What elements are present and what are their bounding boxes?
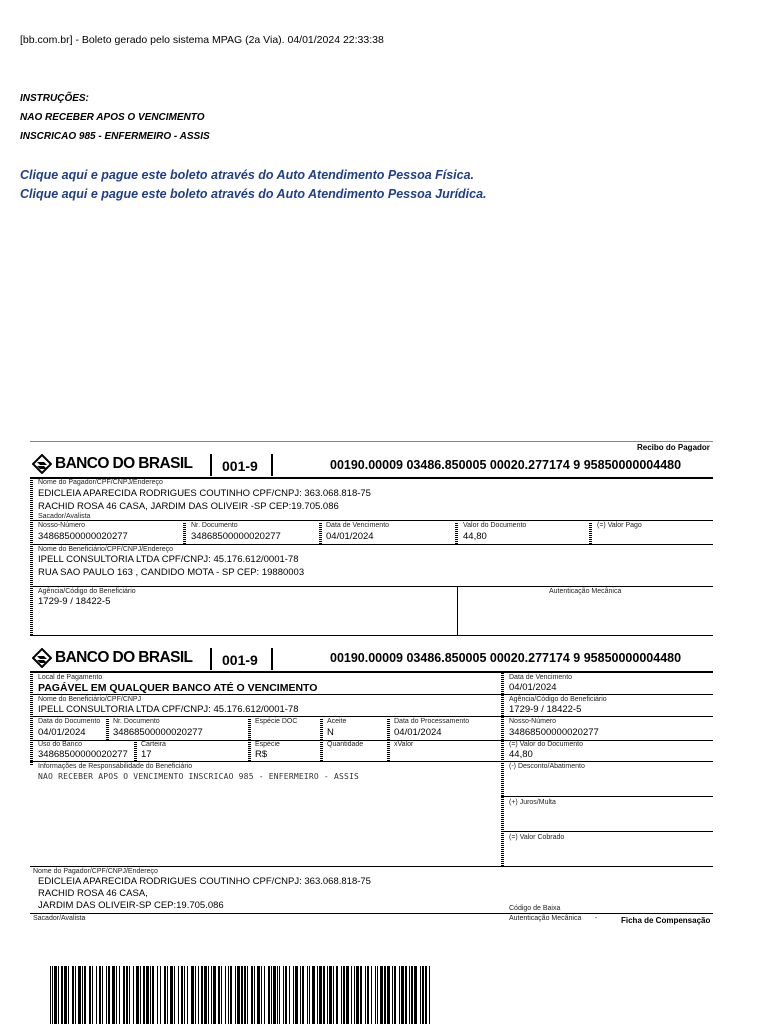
bank-code: 001-9 bbox=[222, 458, 258, 474]
rule bbox=[501, 796, 713, 797]
slip-juros-label: (+) Juros/Multa bbox=[509, 799, 556, 806]
slip-data-processamento: 04/01/2024 bbox=[394, 727, 442, 738]
receipt-sacador-label: Sacador/Avalista bbox=[38, 513, 91, 520]
slip-especie-doc-label: Espécie DOC bbox=[255, 718, 298, 725]
receipt-vencimento-label: Data de Vencimento bbox=[326, 522, 390, 529]
slip-data-documento: 04/01/2024 bbox=[38, 727, 86, 738]
rule bbox=[30, 740, 713, 741]
rule bbox=[30, 520, 713, 521]
bank-logo-slip bbox=[32, 648, 192, 668]
pay-link-pessoa-fisica[interactable]: Clique aqui e pague este boleto através do Auto Atendimento Pessoa Física. bbox=[20, 168, 475, 182]
slip-local-label: Local de Pagamento bbox=[38, 674, 103, 681]
slip-nosso-numero-label: Nosso-Número bbox=[509, 718, 557, 725]
rule bbox=[501, 831, 713, 832]
divider bbox=[210, 648, 212, 670]
slip-autenticacao-label: Autenticação Mecânica bbox=[509, 915, 582, 922]
slip-payer-line1: EDICLEIA APARECIDA RODRIGUES COUTINHO CPF/CNPJ: 363.068.818-75 bbox=[38, 876, 371, 887]
slip-nr-documento: 34868500000020277 bbox=[113, 727, 203, 738]
barcode-segment bbox=[429, 966, 430, 1024]
hatch bbox=[589, 522, 592, 544]
receipt-nr-documento-label: Nr. Documento bbox=[191, 522, 238, 529]
receipt-valor: 44,80 bbox=[463, 531, 487, 542]
receipt-payer-line1: EDICLEIA APARECIDA RODRIGUES COUTINHO CPF/CNPJ: 363.068.818-75 bbox=[38, 488, 371, 499]
slip-desconto-label: (-) Desconto/Abatimento bbox=[509, 763, 585, 770]
rule bbox=[30, 761, 713, 762]
slip-uso-banco-label: Uso do Banco bbox=[38, 741, 82, 748]
receipt-vencimento: 04/01/2024 bbox=[326, 531, 374, 542]
receipt-valor-pago-label: (=) Valor Pago bbox=[597, 522, 642, 529]
slip-xvalor-label: xValor bbox=[394, 741, 414, 748]
slip-valor: 44,80 bbox=[509, 749, 533, 760]
slip-cobrado-label: (=) Valor Cobrado bbox=[509, 834, 565, 841]
divider bbox=[271, 454, 273, 476]
hatch bbox=[387, 718, 390, 740]
bank-code: 001-9 bbox=[222, 652, 258, 668]
receipt-payer-label: Nome do Pagador/CPF/CNPJ/Endereço bbox=[38, 479, 163, 486]
receipt-beneficiario-line2: RUA SAO PAULO 163 , CANDIDO MOTA - SP CEP: 19880003 bbox=[38, 567, 305, 578]
slip-codigo-baixa-label: Código de Baixa bbox=[509, 905, 561, 912]
slip-vencimento-label: Data de Vencimento bbox=[509, 674, 573, 681]
hatch bbox=[248, 718, 251, 740]
slip-agencia-label: Agência/Código do Beneficiário bbox=[509, 696, 607, 703]
receipt-agencia-label: Agência/Código do Beneficiário bbox=[38, 588, 136, 595]
slip-hatch-left bbox=[30, 673, 33, 765]
slip-local: PAGÁVEL EM QUALQUER BANCO ATÉ O VENCIMENTO bbox=[38, 682, 318, 694]
rule bbox=[30, 586, 713, 587]
digitable-line[interactable]: 00190.00009 03486.850005 00020.277174 9 95850000004480 bbox=[330, 458, 682, 472]
receipt-agencia: 1729-9 / 18422-5 bbox=[38, 596, 111, 607]
slip-data-documento-label: Data do Documento bbox=[38, 718, 101, 725]
hatch bbox=[455, 522, 458, 544]
bank-name: BANCO DO BRASIL bbox=[55, 649, 193, 666]
instruction-line-1: NAO RECEBER APOS O VENCIMENTO bbox=[20, 112, 205, 123]
receipt-hatch-left bbox=[30, 479, 33, 635]
slip-quantidade-label: Quantidade bbox=[327, 741, 364, 748]
pay-link-pessoa-juridica[interactable]: Clique aqui e pague este boleto através do Auto Atendimento Pessoa Jurídica. bbox=[20, 187, 487, 201]
receipt-autenticacao-label: Autenticação Mecânica bbox=[549, 588, 622, 595]
digitable-line[interactable]: 00190.00009 03486.850005 00020.277174 9 95850000004480 bbox=[330, 651, 682, 665]
slip-data-processamento-label: Data do Processamento bbox=[394, 718, 470, 725]
slip-beneficiario-label: Nome do Beneficiário/CPF/CNPJ bbox=[38, 696, 142, 703]
rule bbox=[30, 716, 713, 717]
receipt-nr-documento: 34868500000020277 bbox=[191, 531, 281, 542]
barcode bbox=[50, 966, 435, 1024]
slip-nr-documento-label: Nr. Documento bbox=[113, 718, 160, 725]
slip-info: NAO RECEBER APOS O VENCIMENTO INSCRICAO 985 - ENFERMEIRO - ASSIS bbox=[38, 772, 360, 781]
slip-especie-label: Espécie bbox=[255, 741, 280, 748]
slip-beneficiario: IPELL CONSULTORIA LTDA CPF/CNPJ: 45.176.612/0001-78 bbox=[38, 704, 299, 715]
receipt-top-rule bbox=[30, 441, 713, 442]
slip-info-label: Informações de Responsabilidade do Beneficiário bbox=[38, 763, 193, 770]
slip-hatch-right bbox=[501, 673, 504, 866]
receipt-title: Recibo do Pagador bbox=[637, 443, 710, 452]
slip-payer-label: Nome do Pagador/CPF/CNPJ/Endereço bbox=[33, 868, 158, 875]
hatch bbox=[387, 741, 390, 761]
slip-sacador-label: Sacador/Avalista bbox=[33, 915, 86, 922]
instructions-title: INSTRUÇÕES: bbox=[20, 93, 89, 104]
receipt-payer-line2: RACHID ROSA 46 CASA, JARDIM DAS OLIVEIR -SP CEP:19.705.086 bbox=[38, 501, 339, 512]
slip-uso-banco: 34868500000020277 bbox=[38, 749, 128, 760]
bank-logo-receipt bbox=[32, 454, 192, 474]
slip-carteira: 17 bbox=[141, 749, 152, 760]
rule bbox=[30, 694, 713, 695]
slip-payer-line3: JARDIM DAS OLIVEIR-SP CEP:19.705.086 bbox=[38, 900, 224, 911]
receipt-nosso-numero: 34868500000020277 bbox=[38, 531, 128, 542]
receipt-beneficiario-line1: IPELL CONSULTORIA LTDA CPF/CNPJ: 45.176.612/0001-78 bbox=[38, 554, 299, 565]
slip-payer-line2: RACHID ROSA 46 CASA, bbox=[38, 888, 148, 899]
slip-carteira-label: Carteira bbox=[141, 741, 166, 748]
rule bbox=[30, 635, 713, 636]
slip-valor-label: (=) Valor do Documento bbox=[509, 741, 583, 748]
slip-dash: - bbox=[595, 915, 598, 922]
hatch bbox=[183, 522, 186, 544]
receipt-beneficiario-label: Nome do Beneficiário/CPF/CNPJ/Endereço bbox=[38, 546, 174, 553]
instruction-line-2: INSCRICAO 985 - ENFERMEIRO - ASSIS bbox=[20, 131, 210, 142]
rule bbox=[30, 544, 713, 545]
slip-vencimento: 04/01/2024 bbox=[509, 682, 557, 693]
hatch bbox=[319, 522, 322, 544]
slip-aceite: N bbox=[327, 727, 334, 738]
hatch bbox=[320, 718, 323, 740]
slip-especie: R$ bbox=[255, 749, 268, 760]
rule bbox=[30, 913, 713, 914]
hatch bbox=[134, 741, 137, 761]
divider bbox=[457, 586, 458, 635]
bank-name: BANCO DO BRASIL bbox=[55, 455, 193, 472]
slip-agencia: 1729-9 / 18422-5 bbox=[509, 704, 582, 715]
hatch bbox=[320, 741, 323, 761]
slip-header-rule bbox=[30, 671, 713, 673]
rule bbox=[30, 866, 713, 867]
divider bbox=[210, 454, 212, 476]
banco-do-brasil-logo-icon bbox=[32, 454, 52, 474]
receipt-valor-label: Valor do Documento bbox=[463, 522, 527, 529]
receipt-nosso-numero-label: Nosso-Número bbox=[38, 522, 86, 529]
hatch bbox=[106, 718, 109, 740]
page-header-text: [bb.com.br] - Boleto gerado pelo sistema MPAG (2a Via). 04/01/2024 22:33:38 bbox=[20, 34, 384, 46]
banco-do-brasil-logo-icon bbox=[32, 648, 52, 668]
slip-ficha-label: Ficha de Compensação bbox=[621, 916, 711, 925]
slip-nosso-numero: 34868500000020277 bbox=[509, 727, 599, 738]
slip-aceite-label: Aceite bbox=[327, 718, 347, 725]
divider bbox=[271, 648, 273, 670]
hatch bbox=[248, 741, 251, 761]
